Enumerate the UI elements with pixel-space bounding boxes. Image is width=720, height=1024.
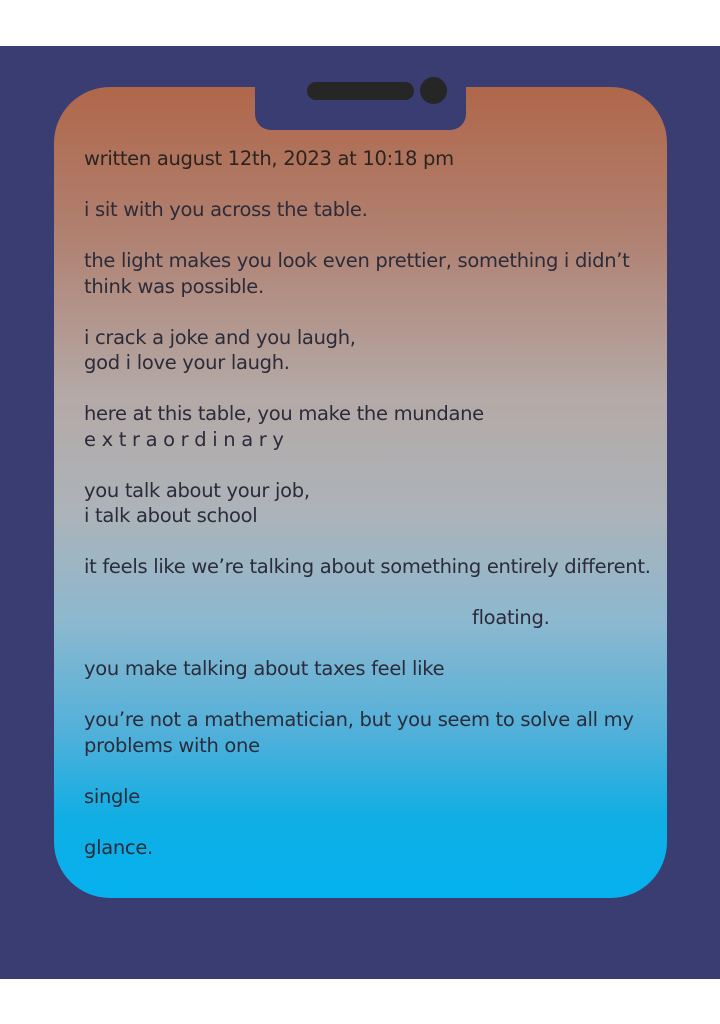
poem-line: you talk about your job,	[84, 478, 310, 502]
poem-body	[84, 146, 654, 860]
poem-line: god i love your laugh.	[84, 351, 290, 374]
poem-line: glance.	[84, 835, 153, 859]
poem-line: i crack a joke and you laugh,	[84, 325, 356, 349]
poem-line: i sit with you across the table.	[84, 198, 368, 221]
poem-line-floating: floating.	[472, 606, 550, 629]
poem-line-spaced: e x t r a o r d i n a r y	[84, 427, 284, 451]
poem-line: you make talking about taxes feel like	[84, 657, 445, 680]
poem-line: it feels like we’re talking about something entirely different.	[84, 555, 651, 578]
poem-line: you’re not a mathematician, but you seem to solve all my	[84, 708, 634, 731]
poem-line: the light makes you look even prettier, something i didn’t	[84, 249, 630, 272]
camera-icon	[420, 77, 447, 104]
poem-line: single	[84, 784, 140, 808]
post-header: written august 12th, 2023 at 10:18 pm	[84, 147, 454, 170]
poem-line: here at this table, you make the mundane	[84, 402, 484, 425]
poem-line: problems with one	[84, 733, 260, 757]
speaker-icon	[307, 82, 414, 100]
poem-line: i talk about school	[84, 504, 258, 527]
poem-line: think was possible.	[84, 274, 264, 298]
